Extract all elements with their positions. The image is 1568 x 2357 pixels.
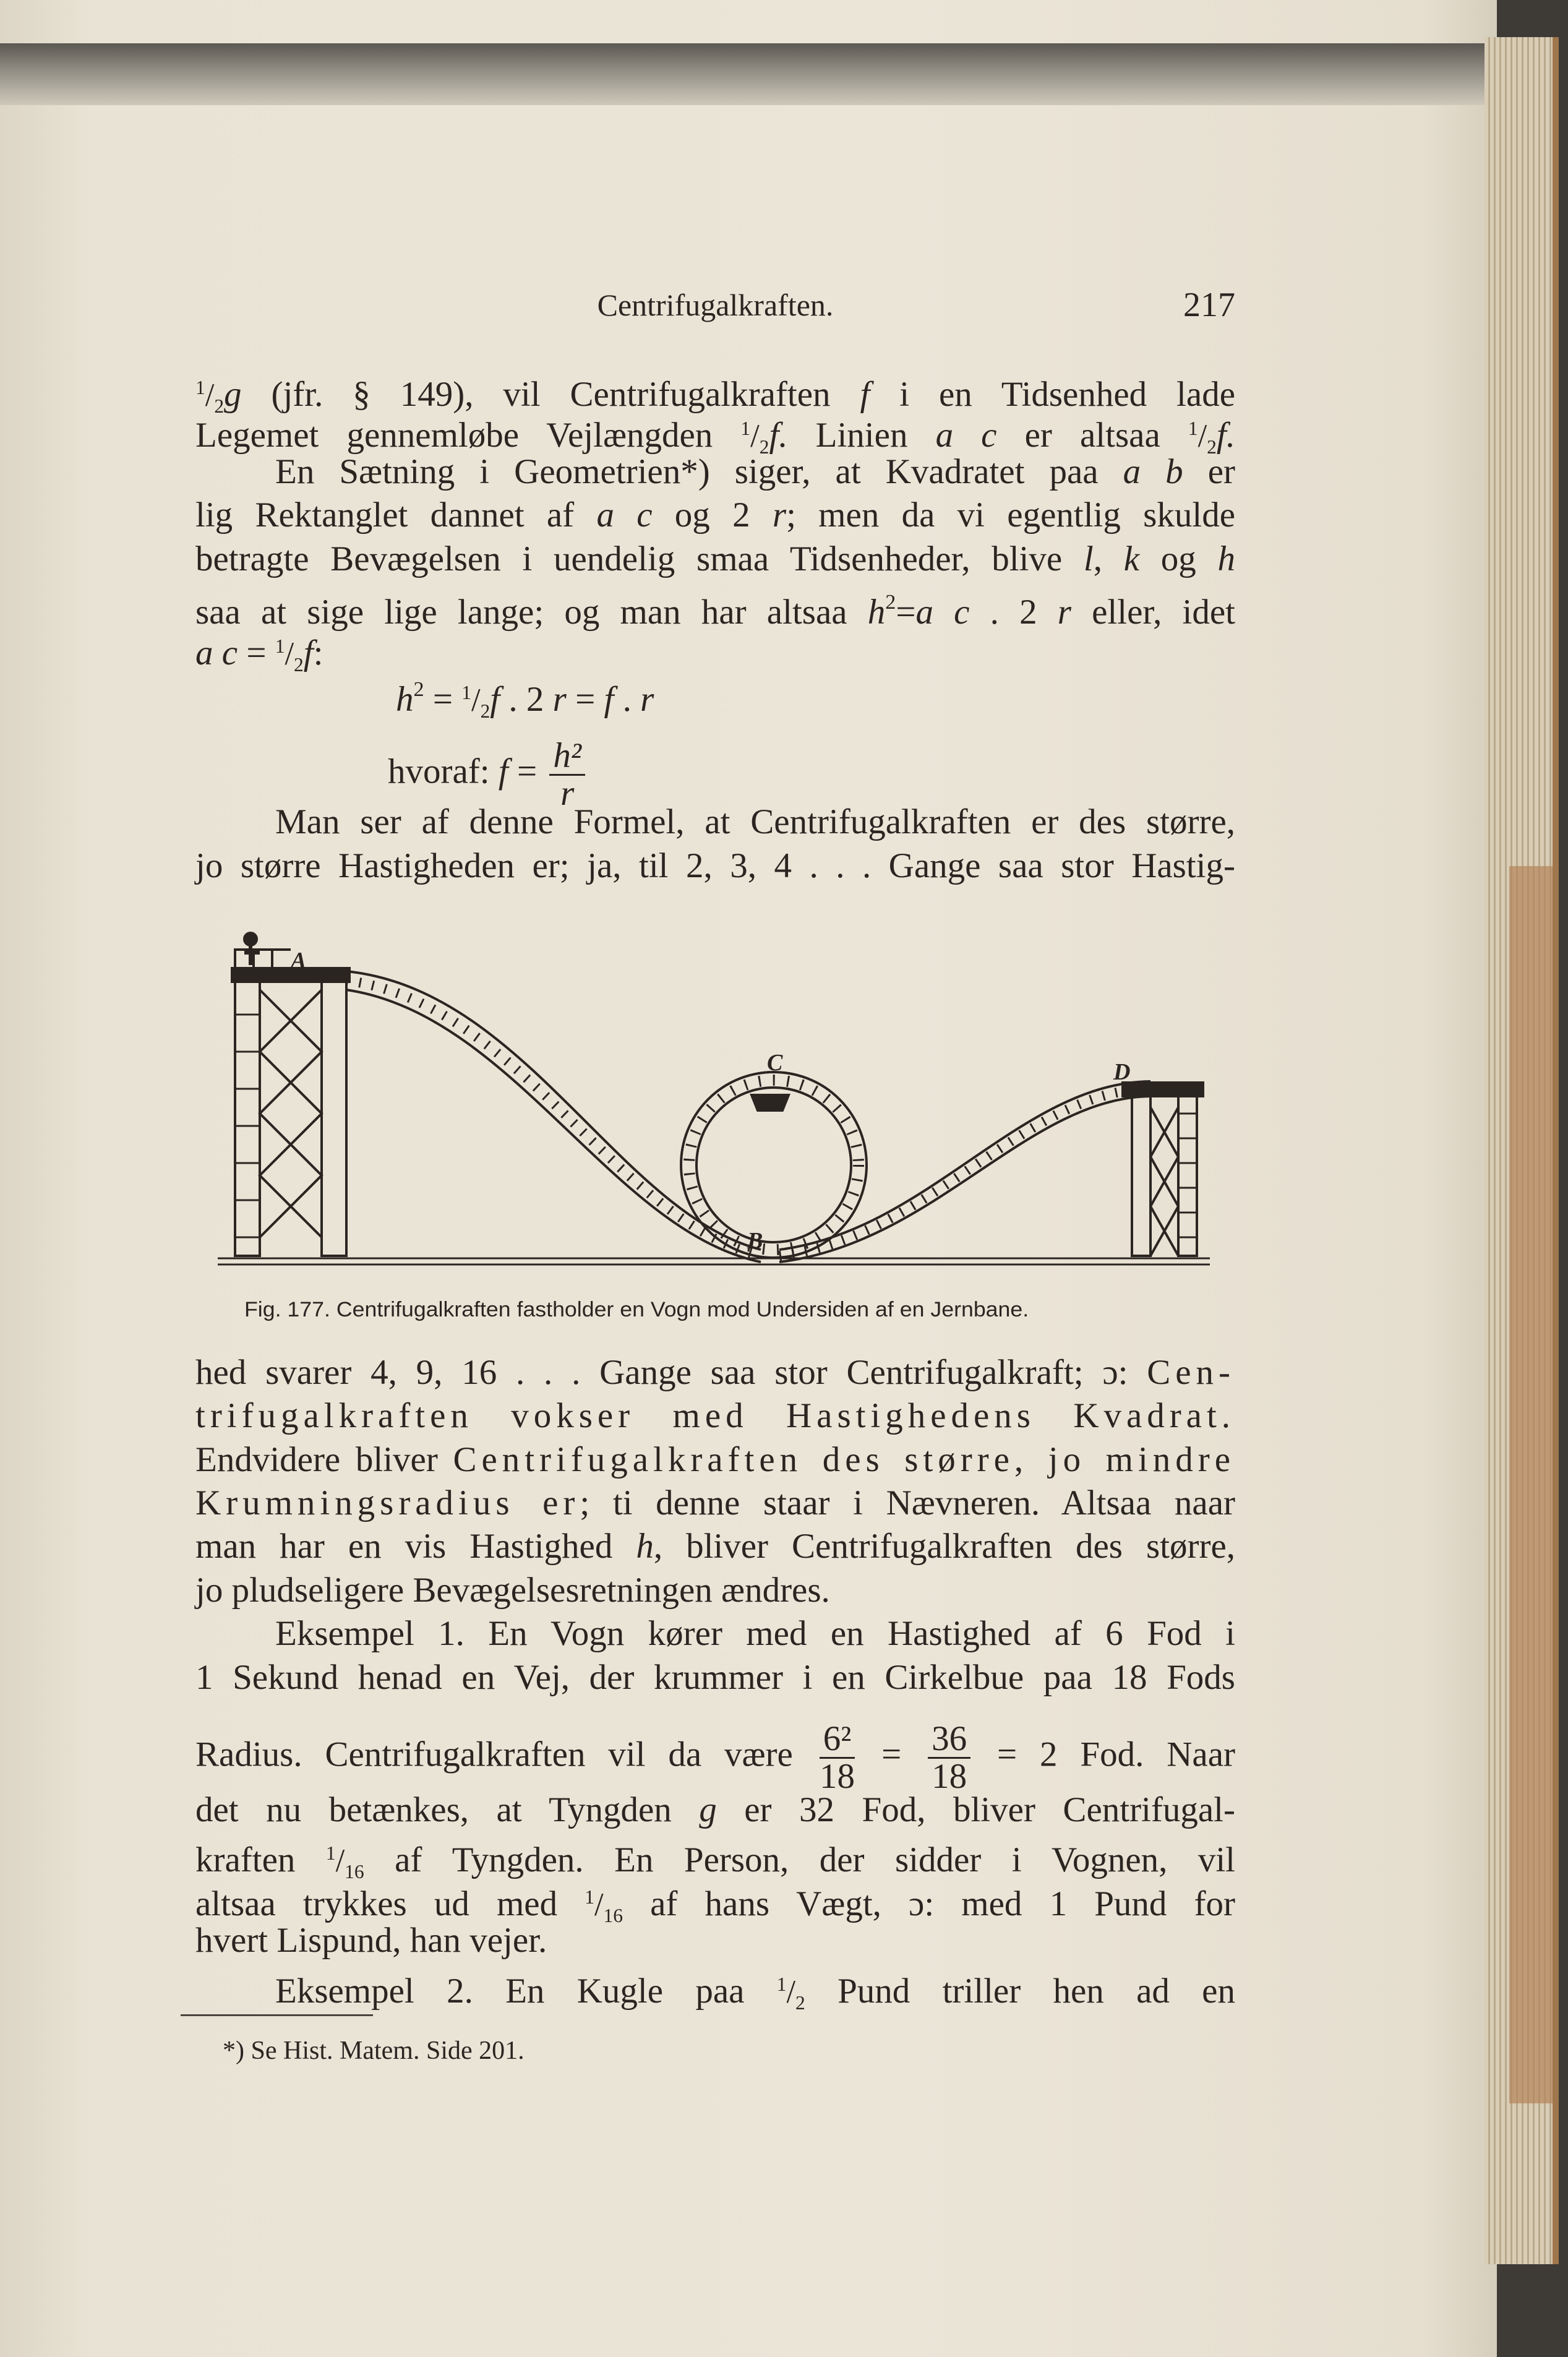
label-d: D <box>1113 1059 1131 1085</box>
text-line <box>275 450 1235 494</box>
fraction-numerator: 1 <box>325 1842 336 1864</box>
inline-fraction: $^1/_2$ <box>776 1973 805 2014</box>
spaced-emphasis: Cen- <box>1147 1353 1235 1392</box>
text-line <box>275 1612 1235 1655</box>
text-run: . 2 <box>969 592 1058 632</box>
running-title: Centrifugalkraften. <box>597 288 834 322</box>
superscript: 2 <box>885 591 896 614</box>
text-line <box>195 1832 1235 1883</box>
text-run: = <box>859 1735 925 1774</box>
text-run: Endvidere bliver <box>195 1440 453 1479</box>
ground-line <box>218 1258 1210 1264</box>
fraction-denominator: 18 <box>932 1757 967 1797</box>
text-line <box>195 1919 547 1962</box>
math-variable: a c <box>195 633 238 672</box>
text-run: : <box>313 633 323 672</box>
math-variable: a c <box>915 592 970 632</box>
display-fraction <box>549 736 585 814</box>
fraction-numerator: 1 <box>461 682 471 704</box>
person-figure <box>244 933 257 945</box>
math-variable: k <box>1123 539 1140 578</box>
fraction-numerator: 1 <box>1188 418 1198 439</box>
fraction-denominator: 16 <box>603 1904 623 1926</box>
math-variable: f <box>303 633 314 672</box>
text-line <box>195 581 1235 632</box>
text-run: saa at sige lige lange; og man har altsaa <box>195 592 868 632</box>
math-variable: h <box>1217 539 1236 578</box>
text-run: og <box>1139 539 1218 578</box>
text-run: jo pludseligere Bevægelsesretningen ændres. <box>195 1571 830 1610</box>
text-run: betragte Bevægelsen i uendelig smaa Tidsenheder, blive <box>195 539 1084 578</box>
inline-fraction: $^1/_{16}$ <box>585 1886 623 1926</box>
inline-fraction: $^1/_2$ <box>461 682 491 722</box>
text-run: Man ser af denne Formel, at Centrifugalkraften er des større, <box>275 802 1235 841</box>
text-run: Eksempel 2. En Kugle paa <box>275 1971 777 2011</box>
text-run: eller, idet <box>1071 592 1235 632</box>
left-tower <box>232 933 349 1256</box>
text-run: kraften <box>195 1840 326 1879</box>
text-line <box>195 844 1235 888</box>
display-fraction <box>928 1719 970 1797</box>
fraction-denominator: 16 <box>345 1860 364 1883</box>
footnote: *) Se Hist. Matem. Side 201. <box>223 2037 525 2065</box>
text-run: er 32 Fod, bliver Centrifugal- <box>716 1790 1235 1829</box>
text-run: = <box>238 633 275 672</box>
display-fraction <box>819 1719 855 1797</box>
text-run: . 2 <box>500 679 553 719</box>
text-line <box>396 668 654 722</box>
text-line <box>195 1876 1235 1926</box>
text-run: ; ti denne staar i Nævneren. Altsaa naar <box>580 1483 1235 1522</box>
math-variable: f. <box>769 415 788 455</box>
text-run: hed svarer 4, 9, 16 . . . Gange saa stor Centrifugalkraft; ɔ: <box>195 1353 1147 1392</box>
fraction-denominator: 18 <box>819 1757 855 1797</box>
text-run: Radius. Centrifugalkraften vil da være <box>195 1735 816 1774</box>
text-run: Linien <box>787 415 936 455</box>
loop <box>681 1072 867 1258</box>
text-run: i en Tidsenhed lade <box>870 374 1235 414</box>
text-run: ; men da vi egentlig skulde <box>786 496 1235 535</box>
text-run: En Sætning i Geometrien*) siger, at Kvadratet paa <box>275 452 1123 491</box>
text-run: man har en vis Hastighed <box>195 1527 636 1566</box>
fraction-denominator: 2 <box>480 700 491 722</box>
fraction-denominator: 2 <box>795 1991 805 2014</box>
text-line <box>275 801 1235 844</box>
math-variable: l <box>1083 539 1094 578</box>
text-line <box>195 407 1235 458</box>
spaced-emphasis: trifugalkraften vokser med Hastighedens Kvadrat. <box>195 1396 1235 1435</box>
text-line <box>195 538 1235 581</box>
text-run: lig Rektanglet dannet af <box>195 496 597 535</box>
fraction-numerator: 1 <box>776 1973 787 1995</box>
math-variable: h <box>636 1527 654 1566</box>
figure-loop-railway <box>0 916 1568 1287</box>
spaced-emphasis: Centrifugalkraften des større, jo mindre <box>453 1440 1235 1479</box>
text-run: = <box>566 679 604 719</box>
math-variable: r <box>1057 592 1071 632</box>
text-line <box>195 1569 830 1612</box>
fraction-numerator: 6² <box>820 1722 855 1759</box>
text-line <box>388 736 589 814</box>
math-variable: a c <box>596 496 653 535</box>
text-line <box>195 1482 1235 1525</box>
fraction-denominator: 2 <box>294 653 304 676</box>
inline-fraction: $^1/_2$ <box>275 635 304 676</box>
text-line <box>195 1719 1235 1797</box>
label-b: B <box>747 1228 763 1254</box>
fraction-denominator: 2 <box>759 436 769 458</box>
right-tower <box>1123 1083 1203 1256</box>
text-run: Pund triller hen ad en <box>805 1971 1235 2011</box>
fraction-numerator: 1 <box>585 1886 594 1908</box>
figure-caption: Fig. 177. Centrifugalkraften fastholder en Vogn mod Undersiden af en Jernbane. <box>244 1298 1029 1321</box>
fraction-numerator: 1 <box>275 635 285 657</box>
text-run: , bliver Centrifugalkraften des større, <box>653 1527 1236 1566</box>
label-c: C <box>767 1050 783 1076</box>
text-run: Eksempel 1. En Vogn kører med en Hastighed af 6 Fod i <box>275 1614 1235 1653</box>
fraction-numerator: 1 <box>740 418 751 439</box>
text-run: hvert Lispund, han vejer. <box>195 1921 547 1960</box>
inline-fraction: $^1/_2$ <box>740 418 769 458</box>
text-line <box>195 1351 1235 1394</box>
math-variable: f <box>490 679 500 719</box>
math-variable: h <box>396 679 414 719</box>
text-run: er <box>1183 452 1235 491</box>
text-line <box>195 1788 1235 1832</box>
math-variable: f <box>498 752 508 791</box>
text-run: = <box>508 752 546 791</box>
label-a: A <box>291 948 307 974</box>
footnote-rule <box>181 2014 373 2016</box>
text-line <box>195 1656 1235 1699</box>
text-line <box>195 625 323 676</box>
text-run: altsaa trykkes ud med <box>195 1884 585 1923</box>
text-run: det nu betænkes, at Tyngden <box>195 1790 700 1829</box>
text-line <box>195 366 1235 417</box>
text-run: jo større Hastigheden er; ja, til 2, 3, 4 . . . Gange saa stor Hastig- <box>195 846 1235 885</box>
superscript: 2 <box>413 678 424 701</box>
math-variable: f <box>604 679 614 719</box>
math-variable: h <box>867 592 886 632</box>
fraction-numerator: 1 <box>195 377 205 398</box>
text-run: , <box>1093 539 1124 578</box>
text-run: af Tyngden. En Person, der sidder i Vognen, vil <box>364 1840 1235 1879</box>
fraction-denominator: 2 <box>1207 436 1217 458</box>
text-run: . <box>614 679 641 719</box>
text-line <box>195 1525 1235 1568</box>
text-run: er altsaa <box>996 415 1188 455</box>
page-number: 217 <box>1183 286 1235 324</box>
text-run: og 2 <box>652 496 773 535</box>
fraction-denominator: 2 <box>214 395 225 417</box>
text-run: (jfr. § 149), vil Centrifugalkraften <box>241 374 860 414</box>
text-run: = <box>424 679 462 719</box>
text-run: 1 Sekund henad en Vej, der krummer i en Cirkelbue paa 18 Fods <box>195 1658 1235 1697</box>
math-variable: f. <box>1216 415 1235 455</box>
math-variable: f <box>860 374 870 414</box>
text-line <box>195 494 1235 537</box>
inline-fraction: $^1/_{16}$ <box>325 1842 364 1883</box>
wagon <box>752 1095 789 1110</box>
math-variable: r <box>552 679 567 719</box>
math-variable: a c <box>935 415 997 455</box>
text-run: = <box>896 592 916 632</box>
fraction-numerator: h² <box>549 739 585 776</box>
math-variable: a b <box>1123 452 1183 491</box>
running-header <box>195 283 1235 327</box>
math-variable: g <box>699 1790 717 1829</box>
fraction-denominator: r <box>560 774 575 814</box>
text-line <box>195 1438 1235 1482</box>
math-variable: g <box>224 374 242 414</box>
spaced-emphasis: Krumningsradius er <box>195 1483 580 1522</box>
text-run: hvoraf: <box>388 752 499 791</box>
text-run: = 2 Fod. Naar <box>974 1735 1235 1774</box>
math-variable: r <box>640 679 654 719</box>
text-line <box>275 1963 1235 2014</box>
fraction-numerator: 36 <box>928 1722 970 1759</box>
text-line <box>195 1394 1235 1438</box>
right-track <box>779 1081 1150 1262</box>
inline-fraction: $^1/_2$ <box>195 377 225 417</box>
inline-fraction: $^1/_2$ <box>1188 418 1217 458</box>
text-run: af hans Vægt, ɔ: med 1 Pund for <box>623 1884 1235 1923</box>
math-variable: r <box>772 496 787 535</box>
text-run: Legemet gennemløbe Vejlængden <box>195 415 741 455</box>
page-top-shadow <box>0 43 1509 105</box>
